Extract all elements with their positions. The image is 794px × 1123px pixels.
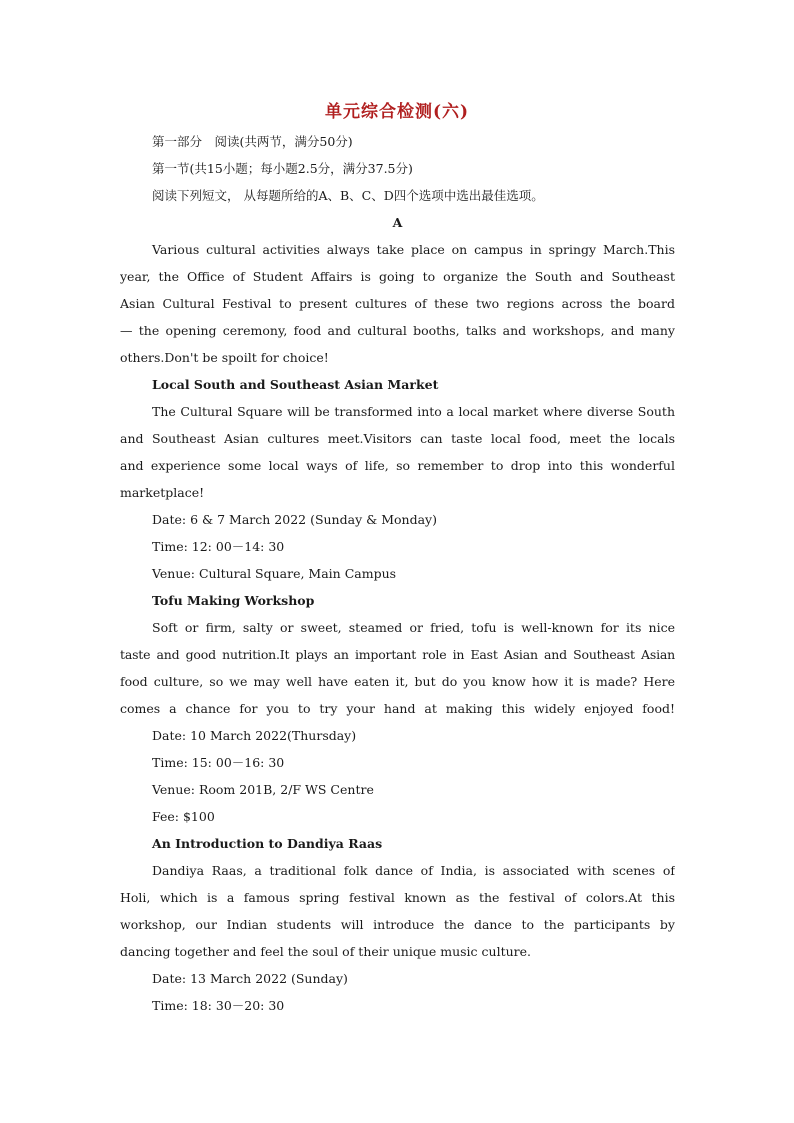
dandiya-paragraph-line: Dandiya Raas, a traditional folk dance of India, is associated with scenes of <box>152 863 675 878</box>
dandiya-heading: An Introduction to Dandiya Raas <box>152 836 383 851</box>
tofu-fee: Fee: $100 <box>152 809 215 824</box>
dandiya-paragraph-line: workshop, our Indian students will introduce the dance to the participants by <box>120 917 675 932</box>
dandiya-date: Date: 13 March 2022 (Sunday) <box>152 971 348 986</box>
market-heading: Local South and Southeast Asian Market <box>152 377 439 392</box>
tofu-venue: Venue: Room 201B, 2/F WS Centre <box>152 782 374 797</box>
exam-part-line: 第一部分 阅读(共两节，满分50分) <box>152 134 353 149</box>
market-paragraph-line: marketplace! <box>120 485 205 500</box>
market-date: Date: 6 & 7 March 2022 (Sunday & Monday) <box>152 512 437 527</box>
tofu-time: Time: 15: 00－16: 30 <box>152 755 285 770</box>
market-paragraph-line: The Cultural Square will be transformed into a local market where diverse South <box>152 404 675 419</box>
dandiya-paragraph-line: dancing together and feel the soul of their unique music culture. <box>120 944 531 959</box>
dandiya-time: Time: 18: 30－20: 30 <box>152 998 285 1013</box>
tofu-paragraph-line: comes a chance for you to try your hand at making this widely enjoyed food! <box>120 701 675 716</box>
market-paragraph-line: and Southeast Asian cultures meet.Visitors can taste local food, meet the locals <box>120 431 675 446</box>
paragraph-1-line: Various cultural activities always take place on campus in springy March.This <box>152 242 675 257</box>
document-body <box>120 128 675 1019</box>
dandiya-paragraph-line: Holi, which is a famous spring festival known as the festival of colors.At this <box>120 890 675 905</box>
market-venue: Venue: Cultural Square, Main Campus <box>152 566 397 581</box>
tofu-paragraph-line: taste and good nutrition.It plays an important role in East Asian and Southeast Asian <box>120 647 675 662</box>
exam-instruction-line: 阅读下列短文， 从每题所给的A、B、C、D四个选项中选出最佳选项。 <box>152 188 544 203</box>
paragraph-1-line: others.Don't be spoilt for choice! <box>120 350 329 365</box>
paragraph-1-line: — the opening ceremony, food and cultural booths, talks and workshops, and many <box>120 323 675 338</box>
paragraph-1-line: year, the Office of Student Affairs is going to organize the South and Southeast <box>120 269 675 284</box>
page-title: 单元综合检测(六) <box>324 102 470 122</box>
tofu-heading: Tofu Making Workshop <box>152 593 315 608</box>
tofu-paragraph-line: Soft or firm, salty or sweet, steamed or fried, tofu is well-known for its nice <box>152 620 675 635</box>
market-paragraph-line: and experience some local ways of life, so remember to drop into this wonderful <box>120 458 675 473</box>
market-time: Time: 12: 00－14: 30 <box>152 539 285 554</box>
tofu-date: Date: 10 March 2022(Thursday) <box>152 728 357 743</box>
exam-section-line: 第一节(共15小题；每小题2.5分，满分37.5分) <box>152 161 413 176</box>
tofu-paragraph-line: food culture, so we may well have eaten it, but do you know how it is made? Here <box>120 674 675 689</box>
paragraph-1-line: Asian Cultural Festival to present cultures of these two regions across the board <box>120 296 675 311</box>
passage-letter: A <box>392 215 403 230</box>
